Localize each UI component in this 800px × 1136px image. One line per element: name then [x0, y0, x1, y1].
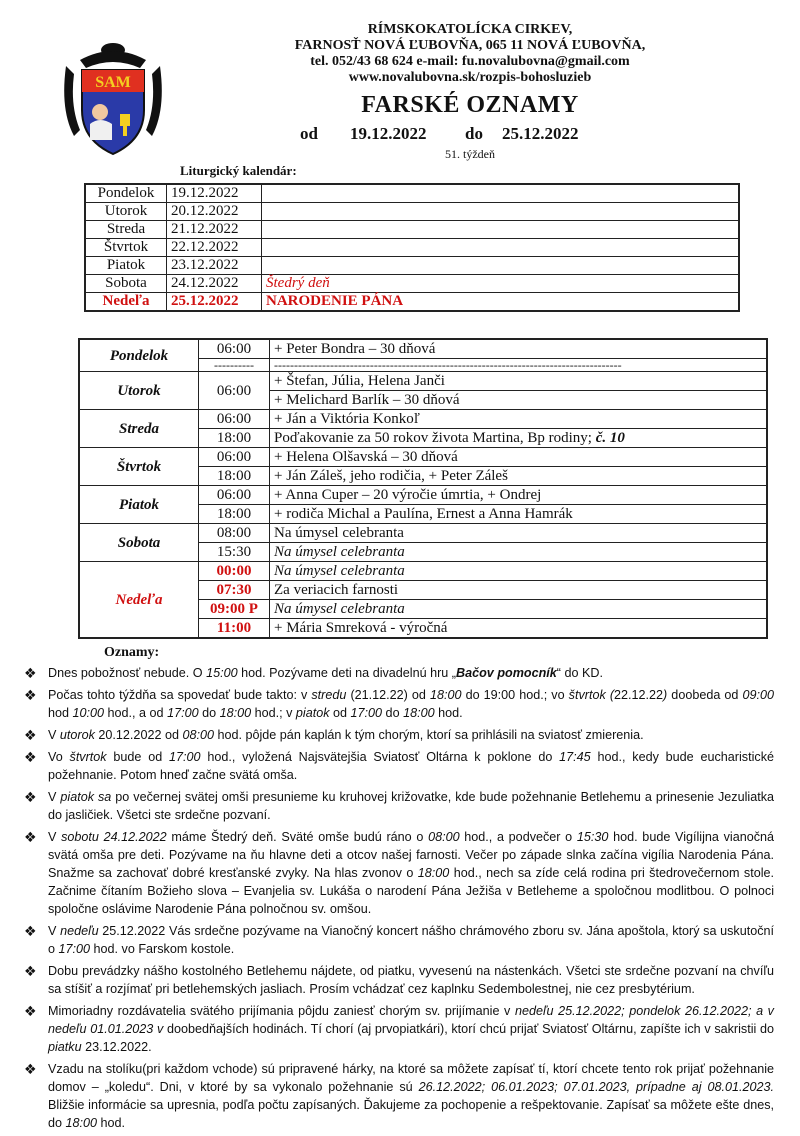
calendar-row [85, 239, 739, 257]
schedule-row [79, 486, 767, 505]
calendar-row [85, 257, 739, 275]
parish-address: FARNOSŤ NOVÁ ĽUBOVŇA, 065 11 NOVÁ ĽUBOVŇA, [294, 38, 646, 53]
schedule-row [79, 562, 767, 581]
calendar-date: 21.12.2022 [167, 221, 262, 239]
calendar-day: Utorok [85, 203, 167, 221]
announcement-item: ❖ V piatok sa po večernej svätej omši presunieme ku kruhovej križovatke, kde bude požehnanie Betlehemu a prinesenie Jezuliatka do jasličiek. Všetci ste srdečne pozvaní. [24, 789, 774, 822]
schedule-row [79, 339, 767, 359]
calendar-row [85, 275, 739, 293]
mass-intention: + Ján a Viktória Konkoľ [270, 410, 768, 429]
calendar-note [262, 257, 740, 275]
mass-intention: + Peter Bondra – 30 dňová [270, 339, 768, 359]
mass-time: 07:30 [199, 581, 270, 600]
calendar-note [262, 221, 740, 239]
mass-time: 18:00 [199, 505, 270, 524]
liturgical-calendar-table [84, 183, 740, 312]
diamond-bullet-icon: ❖ [24, 687, 37, 703]
calendar-day: Streda [85, 221, 167, 239]
to-label: do [465, 124, 483, 143]
calendar-note [262, 184, 740, 203]
schedule-row [79, 524, 767, 543]
mass-intention [270, 429, 768, 448]
mass-time: 06:00 [199, 339, 270, 359]
announcement-item: ❖ Vzadu na stolíku(pri každom vchode) sú pripravené hárky, na ktoré sa môžete zapísať tí, ktorí chcete tento rok prijať požehnanie domov – „koledu“. Dni, v ktoré by sa vykonalo požehnanie sú 26.12.2022; 06.01.2023; 07.01.2023, prípadne aj 08.01.2023. Bližšie informácie sa upresnia, podľa počtu zapísaných. Ďakujeme za pochopenie a rešpektovanie. Zapísať sa môžete ešte dnes, do 18:00 hod. [24, 1061, 774, 1130]
calendar-day: Piatok [85, 257, 167, 275]
calendar-note [262, 203, 740, 221]
announcements-title: Oznamy: [104, 645, 160, 660]
mass-intention: Na úmysel celebranta [270, 562, 768, 581]
from-date: 19.12.2022 [350, 124, 427, 143]
intention-number: č. 10 [595, 430, 625, 446]
diamond-bullet-icon: ❖ [24, 829, 37, 845]
schedule-day: Streda [79, 410, 199, 448]
mass-time: 06:00 [199, 410, 270, 429]
diamond-bullet-icon: ❖ [24, 665, 37, 681]
mass-intention-empty: --------------------------------------------------------------------------------------- [270, 359, 768, 372]
announcement-item: ❖ Dnes pobožnosť nebude. O 15:00 hod. Pozývame deti na divadelnú hru „Bačov pomocník“ do KD. [24, 665, 603, 681]
mass-time: 18:00 [199, 429, 270, 448]
mass-time: 18:00 [199, 467, 270, 486]
mass-intention: + Anna Cuper – 20 výročie úmrtia, + Ondrej [270, 486, 768, 505]
diamond-bullet-icon: ❖ [24, 749, 37, 765]
announcement-item: ❖ Dobu prevádzky nášho kostolného Betlehemu nájdete, od piatku, vyvesenú na nástenkách. Všetci ste srdečne pozvaní na chvíľu sa stíšiť a rozjímať pri betlehemských jasliach. Prosím vchádzať cez kaplnku Sedembolestnej, nie cez presbytérium. [24, 963, 774, 996]
calendar-date: 23.12.2022 [167, 257, 262, 275]
diamond-bullet-icon: ❖ [24, 1061, 37, 1077]
schedule-day: Sobota [79, 524, 199, 562]
calendar-date: 19.12.2022 [167, 184, 262, 203]
calendar-note [262, 239, 740, 257]
announcement-item: ❖ Počas tohto týždňa sa spovedať bude takto: v stredu (21.12.22) od 18:00 do 19:00 hod.; vo štvrtok (22.12.22) doobeda od 09:00 hod 10:00 hod., a od 17:00 do 18:00 hod.; v piatok od 17:00 do 18:00 hod. [24, 687, 774, 720]
schedule-row [79, 372, 767, 391]
diamond-bullet-icon: ❖ [24, 789, 37, 805]
schedule-row [79, 448, 767, 467]
liturgical-calendar-label: Liturgický kalendár: [180, 163, 297, 178]
schedule-day: Piatok [79, 486, 199, 524]
diamond-bullet-icon: ❖ [24, 963, 37, 979]
mass-schedule-table [78, 338, 768, 639]
page-title: FARSKÉ OZNAMY [361, 92, 579, 118]
calendar-row [85, 221, 739, 239]
diamond-bullet-icon: ❖ [24, 727, 37, 743]
announcement-item: ❖ V sobotu 24.12.2022 máme Štedrý deň. Sväté omše budú ráno o 08:00 hod., a podvečer o 15:30 hod. bude Vigílijna vianočná svätá omša pre deti. Pozývame na ňu hlavne deti a otcov našej farnosti. Večer po západe slnka začína vigília Narodenia Pána. Snažme sa zachovať dobré kresťanské zvyky. Na hlas zvonov o 18:00 hod., nech sa zíde celá rodina pri štedrovečernom stole. Začnime čítaním Božieho slova – Evanjelia sv. Lukáša o narodení Pána Ježiša v Betleheme a spoločnou modlitbou. O polnoci spoločne oslávime Narodenie Pána polnočnou sv. omšou. [24, 829, 775, 916]
church-name: RÍMSKOKATOLÍCKA CIRKEV, [367, 22, 573, 37]
schedule-row [79, 410, 767, 429]
mass-intention: + Štefan, Júlia, Helena Janči [270, 372, 768, 391]
calendar-row [85, 203, 739, 221]
mass-time: 06:00 [199, 372, 270, 410]
diamond-bullet-icon: ❖ [24, 923, 37, 939]
calendar-row-sunday [85, 293, 739, 312]
mass-intention: + Mária Smreková - výročná [270, 619, 768, 639]
schedule-day: Pondelok [79, 339, 199, 372]
calendar-day: Štvrtok [85, 239, 167, 257]
calendar-date: 25.12.2022 [167, 293, 262, 312]
announcement-item: ❖ V nedeľu 25.12.2022 Vás srdečne pozývame na Vianočný koncert nášho chrámového zboru sv. Jána apoštola, ktorý sa uskutoční o 17:00 hod. vo Farskom kostole. [24, 923, 775, 956]
mass-time: 00:00 [199, 562, 270, 581]
mass-time: 06:00 [199, 486, 270, 505]
calendar-day: Sobota [85, 275, 167, 293]
mass-intention: + Helena Olšavská – 30 dňová [270, 448, 768, 467]
calendar-note: Štedrý deň [262, 275, 740, 293]
mass-intention: + Melichard Barlík – 30 dňová [270, 391, 768, 410]
mass-intention: Na úmysel celebranta [270, 524, 768, 543]
calendar-day: Pondelok [85, 184, 167, 203]
logo-letters: SAM [95, 74, 131, 91]
calendar-date: 22.12.2022 [167, 239, 262, 257]
mass-intention-text: Poďakovanie za 50 rokov života Martina, Bp rodiny; [274, 430, 592, 446]
mass-intention: Na úmysel celebranta [270, 600, 768, 619]
mass-intention: + Ján Záleš, jeho rodičia, + Peter Záleš [270, 467, 768, 486]
announcement-item: ❖ Mimoriadny rozdávatelia svätého prijímania pôjdu zaniesť chorým sv. prijímanie v nedeľu 25.12.2022; pondelok 26.12.2022; a v nedeľu 01.01.2023 v doobedňajších hodinách. Tí chorí (aj prvopiatkári), ktorí chcú prijať Sviatosť Oltárnu, zapíšte ich v sakristii do piatku 23.12.2022. [24, 1003, 775, 1054]
calendar-date: 24.12.2022 [167, 275, 262, 293]
website-link[interactable]: www.novalubovna.sk/rozpis-bohosluzieb [348, 70, 592, 85]
mass-time: 08:00 [199, 524, 270, 543]
announcements-list [22, 664, 774, 1136]
calendar-date: 20.12.2022 [167, 203, 262, 221]
mass-time: 06:00 [199, 448, 270, 467]
week-number: 51. týždeň [445, 147, 495, 161]
calendar-note: NARODENIE PÁNA [262, 293, 740, 312]
schedule-day: Štvrtok [79, 448, 199, 486]
mass-time: 11:00 [199, 619, 270, 639]
mass-time-empty: ---------- [199, 359, 270, 372]
schedule-day: Utorok [79, 372, 199, 410]
contact-info: tel. 052/43 68 624 e-mail: fu.novalubovna@gmail.com [310, 54, 630, 69]
mass-intention: + rodiča Michal a Paulína, Ernest a Anna Hamrák [270, 505, 768, 524]
calendar-day: Nedeľa [85, 293, 167, 312]
calendar-row [85, 184, 739, 203]
parish-coat-of-arms-logo [60, 40, 166, 158]
announcement-item: ❖ V utorok 20.12.2022 od 08:00 hod. pôjde pán kaplán k tým chorým, ktorí sa prihlásili na sviatosť zmierenia. [24, 727, 644, 743]
mass-intention: Za veriacich farnosti [270, 581, 768, 600]
to-date: 25.12.2022 [502, 124, 579, 143]
from-label: od [300, 124, 318, 143]
mass-time: 09:00 P [199, 600, 270, 619]
announcement-item: ❖ Vo štvrtok bude od 17:00 hod., vyložená Najsvätejšia Sviatosť Oltárna k poklone do 17:45 hod., kedy bude eucharistické požehnanie. Potom hneď začne svätá omša. [24, 749, 774, 782]
mass-time: 15:30 [199, 543, 270, 562]
schedule-day-sunday: Nedeľa [79, 562, 199, 639]
diamond-bullet-icon: ❖ [24, 1003, 37, 1019]
mass-intention: Na úmysel celebranta [270, 543, 768, 562]
